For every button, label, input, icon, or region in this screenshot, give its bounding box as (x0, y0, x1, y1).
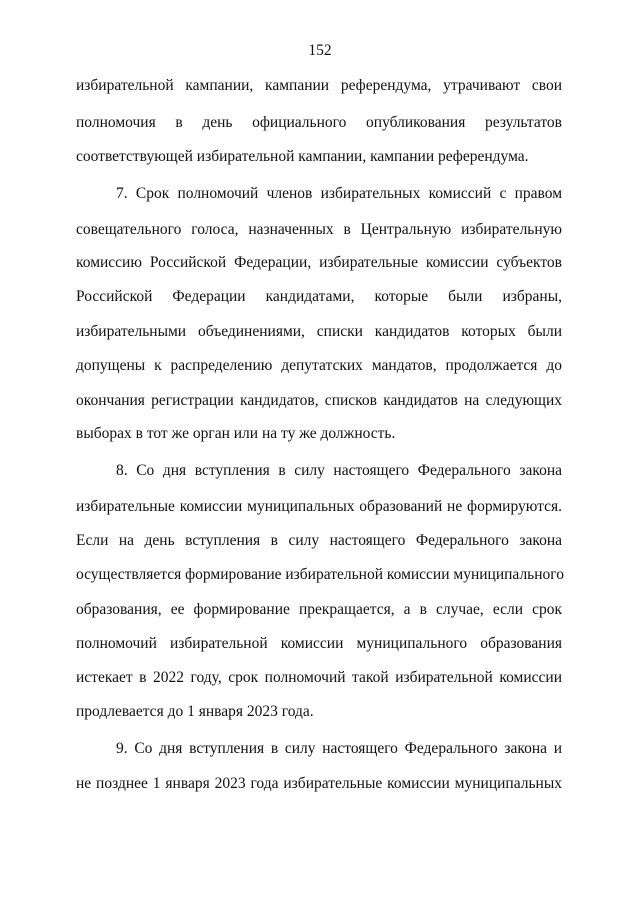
text-line: окончания регистрации кандидатов, списков кандидатов на следующих (76, 392, 562, 409)
text-line: Если на день вступления в силу настоящего Федерального закона (76, 532, 562, 549)
text-line: истекает в 2022 году, срок полномочий такой избирательной комиссии (76, 669, 562, 686)
text-line: полномочия в день официального опубликования результатов (76, 114, 562, 131)
text-line: избирательные комиссии муниципальных образований не формируются. (76, 498, 562, 515)
text-line: полномочий избирательной комиссии муниципального образования (76, 635, 562, 652)
text-line: соответствующей избирательной кампании, кампании референдума. (76, 148, 529, 165)
text-line: выборах в тот же орган или на ту же должность. (76, 425, 396, 442)
text-line: избирательной кампании, кампании референдума, утрачивают свои (76, 77, 562, 94)
text-line: образования, ее формирование прекращается, а в случае, если срок (76, 601, 562, 618)
text-line: избирательными объединениями, списки кандидатов которых были (76, 323, 562, 340)
text-line: совещательного голоса, назначенных в Центральную избирательную (76, 221, 562, 238)
text-line: 7. Срок полномочий членов избирательных комиссий с правом (116, 185, 562, 202)
text-line: не позднее 1 января 2023 года избирательные комиссии муниципальных (76, 775, 562, 792)
text-line: 9. Со дня вступления в силу настоящего Федерального закона и (116, 740, 562, 757)
text-line: комиссию Российской Федерации, избирательные комиссии субъектов (76, 254, 562, 271)
text-line: 8. Со дня вступления в силу настоящего Федерального закона (116, 462, 562, 479)
page-number: 152 (308, 42, 332, 59)
text-line: продлевается до 1 января 2023 года. (76, 703, 314, 720)
text-line: допущены к распределению депутатских мандатов, продолжается до (76, 357, 562, 374)
text-line: Российской Федерации кандидатами, которые были избраны, (76, 288, 562, 305)
text-line: осуществляется формирование избирательной комиссии муниципального (76, 566, 565, 583)
